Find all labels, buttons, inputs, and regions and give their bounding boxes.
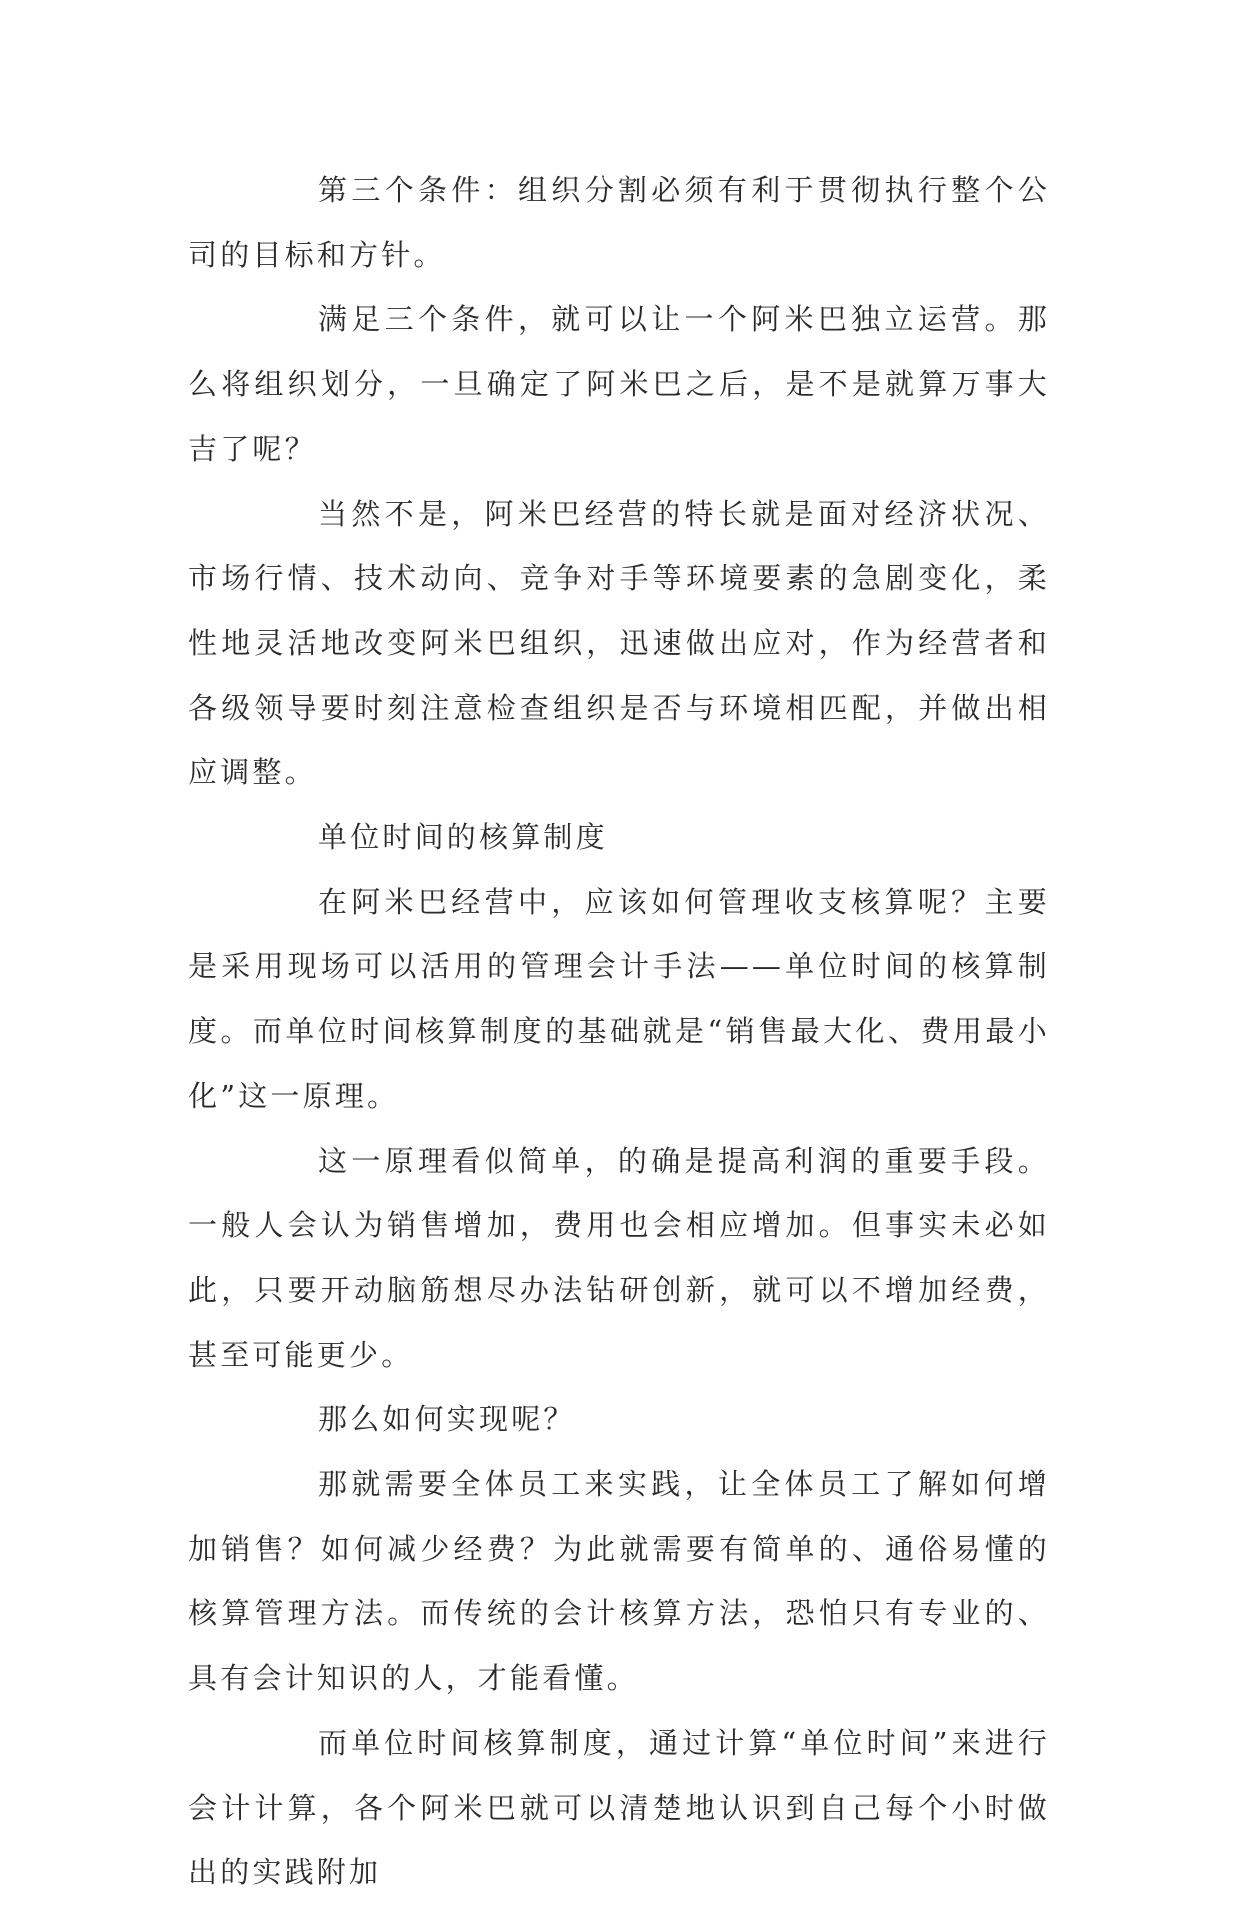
section-heading: 单位时间的核算制度	[318, 820, 608, 855]
document-body	[188, 158, 1050, 1905]
paragraph-not-finished: 当然不是，阿米巴经营的特长就是面对经济状况、市场行情、技术动向、竞争对手等环境要素的急剧变化，柔性地灵活地改变阿米巴组织，迅速做出应对，作为经营者和各级领导要时刻注意检查组织是否与环境相匹配，并做出相应调整。	[188, 496, 1050, 790]
paragraph-how-to-realize: 那么如何实现呢？	[318, 1402, 576, 1437]
paragraph-unit-time-system: 而单位时间核算制度，通过计算“单位时间”来进行会计计算，各个阿米巴就可以清楚地认识到自己每个小时做出的实践附加	[188, 1725, 1050, 1890]
paragraph-principle: 这一原理看似简单，的确是提高利润的重要手段。一般人会认为销售增加，费用也会相应增加。但事实未必如此，只要开动脑筋想尽办法钻研创新，就可以不增加经费，甚至可能更少。	[188, 1143, 1050, 1372]
paragraph-third-condition: 第三个条件：组织分割必须有利于贯彻执行整个公司的目标和方针。	[188, 173, 1050, 272]
paragraph-all-staff: 那就需要全体员工来实践，让全体员工了解如何增加销售？如何减少经费？为此就需要有简单的、通俗易懂的核算管理方法。而传统的会计核算方法，恐怕只有专业的、具有会计知识的人，才能看懂。	[188, 1467, 1050, 1696]
paragraph-accounting-question: 在阿米巴经营中，应该如何管理收支核算呢？主要是采用现场可以活用的管理会计手法——单位时间的核算制度。而单位时间核算制度的基础就是“销售最大化、费用最小化”这一原理。	[188, 884, 1050, 1113]
paragraph-three-conditions: 满足三个条件，就可以让一个阿米巴独立运营。那么将组织划分，一旦确定了阿米巴之后，是不是就算万事大吉了呢？	[188, 302, 1050, 466]
